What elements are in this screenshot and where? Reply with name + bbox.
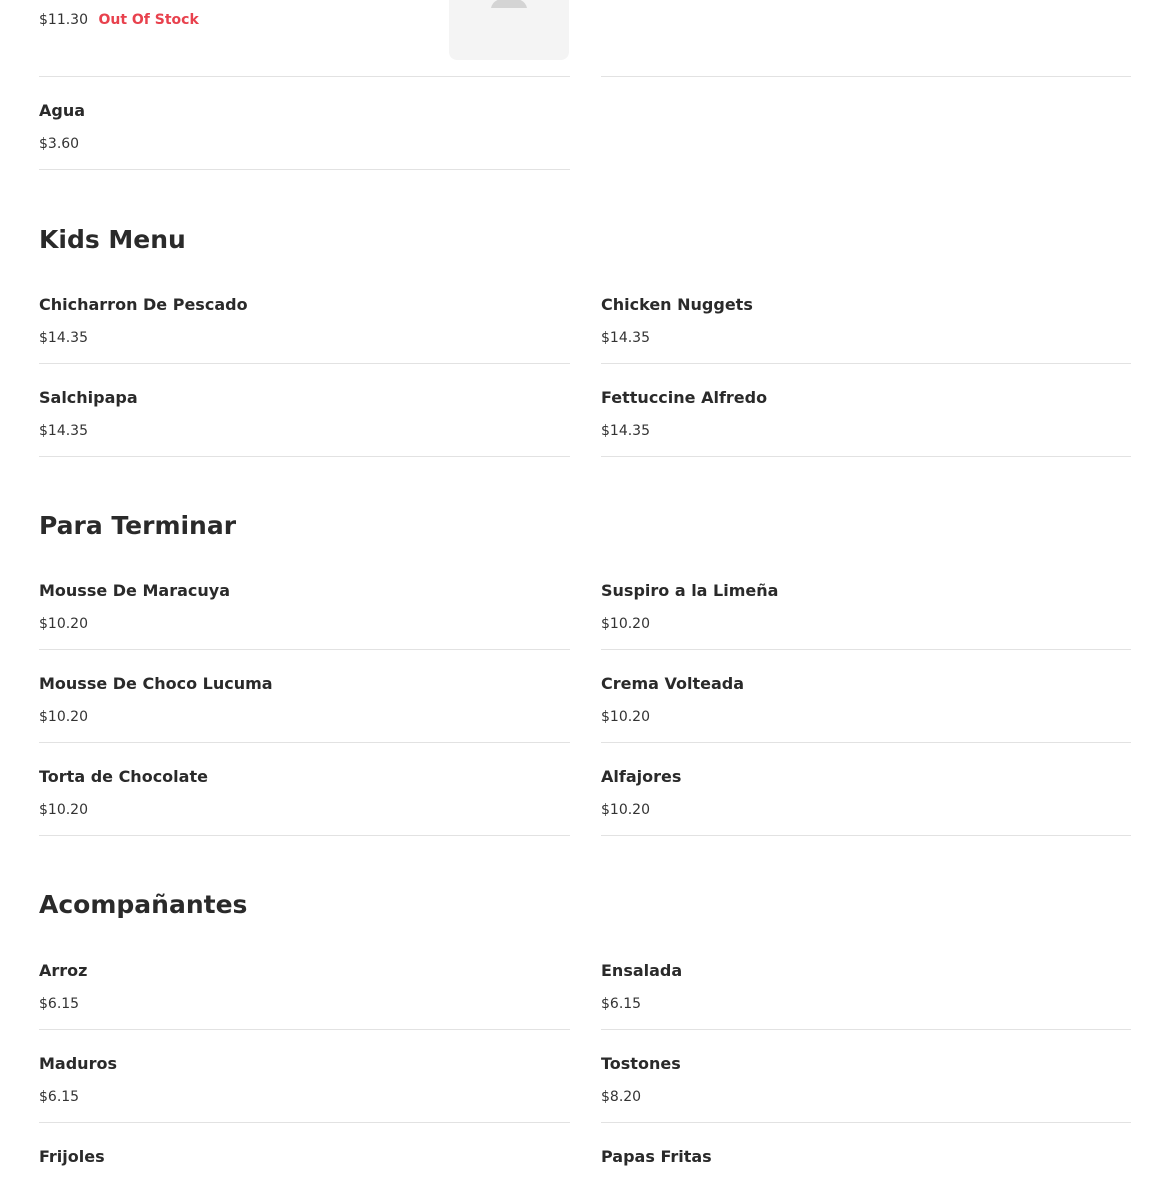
item-price: $14.35 [39,330,88,346]
section-title: Acompañantes [39,890,248,919]
item-name: Salchipapa [39,388,138,407]
item-name: Mousse De Choco Lucuma [39,674,273,693]
menu-item[interactable] [601,937,1131,1030]
menu-item[interactable] [601,743,1131,836]
item-name: Chicharron De Pescado [39,295,248,314]
item-name: Chicken Nuggets [601,295,753,314]
item-name: Frijoles [39,1147,105,1166]
item-name: Torta de Chocolate [39,767,208,786]
item-name: Crema Volteada [601,674,745,693]
menu-row-top [39,0,1131,77]
item-price: $10.20 [39,802,88,818]
menu-item[interactable] [39,937,570,1030]
item-price: $6.15 [39,996,80,1012]
menu-item[interactable] [601,364,1131,457]
item-price: $10.20 [601,616,650,632]
item-thumbnail [449,0,569,60]
item-name: Suspiro a la Limeña [601,581,779,600]
item-price: $14.35 [39,423,88,439]
item-price: $8.20 [601,1089,642,1105]
item-price: $14.35 [601,423,650,439]
item-price: $6.15 [601,996,642,1012]
menu-item[interactable] [601,1123,1131,1177]
item-name: Fettuccine Alfredo [601,388,768,407]
menu-item[interactable] [39,1123,570,1177]
menu-item-top-partial[interactable] [39,0,570,77]
menu-item-agua[interactable] [39,77,570,170]
item-name: Papas Fritas [601,1147,712,1166]
menu-item[interactable] [601,1030,1131,1123]
menu-item[interactable] [601,557,1131,650]
menu-item[interactable] [39,271,570,364]
out-of-stock-badge: Out Of Stock [98,12,199,28]
item-name: Alfajores [601,767,682,786]
menu-item[interactable] [39,1030,570,1123]
item-price: $6.15 [39,1089,80,1105]
item-price: $3.60 [39,136,80,152]
item-price: $10.20 [39,616,88,632]
item-price: $10.20 [601,802,650,818]
menu-item[interactable] [601,650,1131,743]
item-price: $10.20 [39,709,88,725]
menu-item[interactable] [39,364,570,457]
item-name: Agua [39,101,86,120]
section-title: Para Terminar [39,511,237,540]
bell-placeholder-icon [489,0,529,10]
item-price: $10.20 [601,709,650,725]
item-name: Tostones [601,1054,681,1073]
menu-item-top-right-empty [601,0,1131,77]
menu-item[interactable] [39,557,570,650]
menu-list [39,0,1131,1166]
item-price: $14.35 [601,330,650,346]
menu-item[interactable] [601,271,1131,364]
item-name: Maduros [39,1054,117,1073]
item-name: Ensalada [601,961,683,980]
menu-item[interactable] [39,650,570,743]
item-price: $11.30 [39,12,88,28]
menu-item[interactable] [39,743,570,836]
item-price-line [39,11,199,29]
section-title: Kids Menu [39,225,186,254]
item-name: Arroz [39,961,88,980]
menu-row-agua [39,77,1131,170]
item-name: Mousse De Maracuya [39,581,230,600]
